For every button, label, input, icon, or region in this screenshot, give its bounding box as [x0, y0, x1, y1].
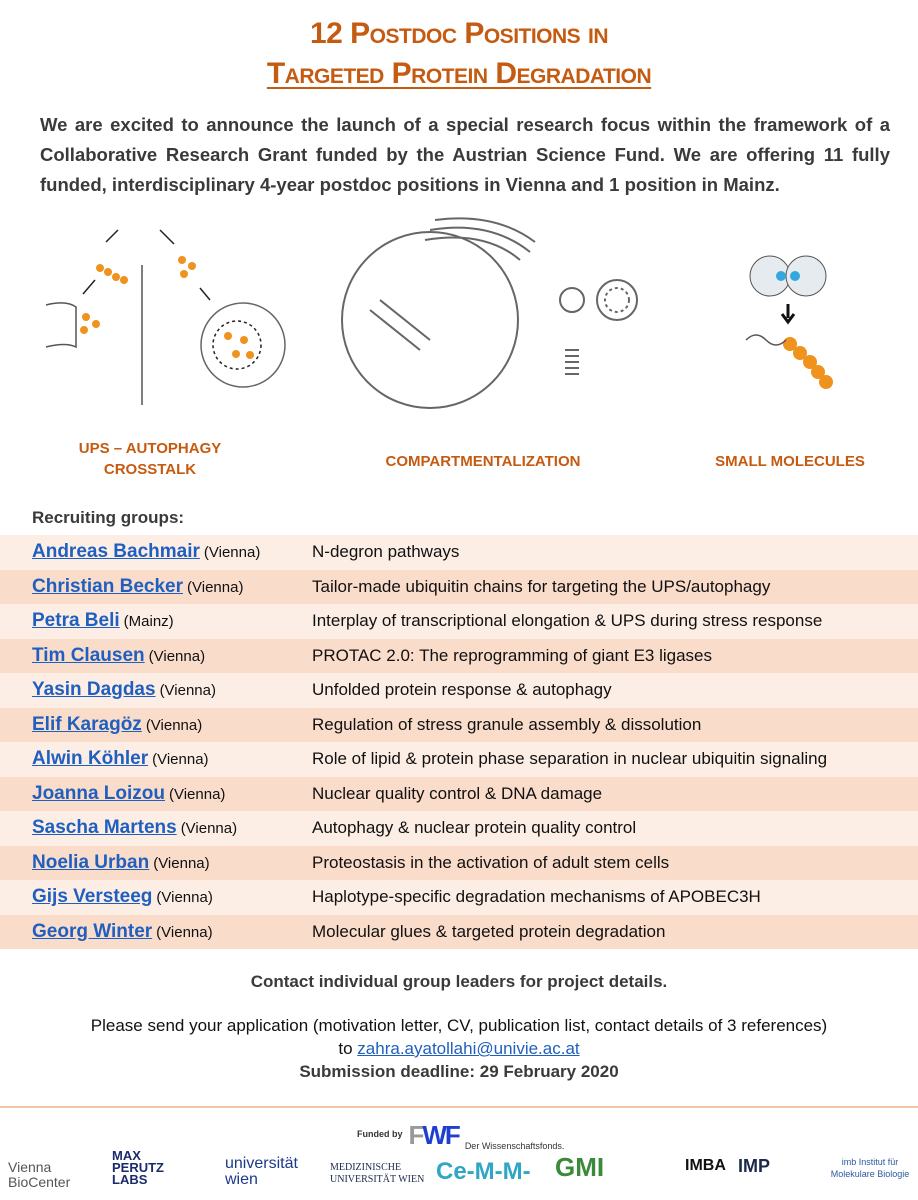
table-row — [0, 570, 918, 605]
group-leader-cell — [0, 783, 312, 805]
contact-note: Contact individual group leaders for project details. — [250, 972, 668, 991]
caption-small-molecules: SMALL MOLECULES — [715, 453, 865, 470]
logo-max-perutz-labs: MAX PERUTZ LABS — [112, 1148, 164, 1187]
ups-autophagy-illustration — [46, 230, 285, 405]
group-leader-cell — [0, 610, 312, 632]
group-location: (Vienna) — [152, 751, 209, 769]
groups-table — [0, 535, 918, 949]
group-leader-link[interactable]: Christian Becker — [32, 575, 184, 597]
title-line-1: 12 Postdoc Positions in — [309, 17, 609, 50]
group-leader-link[interactable]: Gijs Versteeg — [32, 886, 153, 908]
group-location: (Vienna) — [169, 785, 226, 803]
caption-ups-autophagy: UPS – AUTOPHAGY CROSSTALK — [78, 440, 222, 478]
funded-by-label: Funded by — [357, 1129, 403, 1139]
group-leader-link[interactable]: Sascha Martens — [32, 817, 177, 839]
table-row — [0, 535, 918, 570]
submission-deadline: Submission deadline: 29 February 2020 — [299, 1062, 619, 1081]
group-leader-link[interactable]: Georg Winter — [32, 920, 153, 942]
group-leader-link[interactable]: Andreas Bachmair — [32, 541, 200, 563]
group-leader-cell — [0, 817, 312, 839]
group-leader-link[interactable]: Noelia Urban — [32, 851, 150, 873]
divider — [0, 1106, 918, 1108]
table-row — [0, 846, 918, 881]
funded-by — [357, 1120, 564, 1151]
title-line-2: Targeted Protein Degradation — [266, 57, 652, 90]
compartmentalization-illustration — [342, 218, 637, 408]
group-location: (Mainz) — [123, 613, 174, 631]
group-topic: Regulation of stress granule assembly & dissolution — [312, 714, 702, 734]
orange-ubiquitin-dots — [80, 256, 254, 359]
group-topic: Unfolded protein response & autophagy — [312, 680, 612, 700]
group-leader-cell — [0, 679, 312, 701]
table-row — [0, 604, 918, 639]
apply-text: Please send your application (motivation letter, CV, publication list, contact details of 3 references) — [90, 1016, 828, 1035]
group-leader-cell — [0, 645, 312, 667]
group-location: (Vienna) — [153, 854, 210, 872]
logo-gmi: GMI — [555, 1152, 605, 1182]
intro-text: We are excited to announce the launch of a special research focus within the framework of a Collaborative Research Grant funded by the Austrian Science Fund. We are offering 11 fully funded, interdisciplinary 4-year postdoc positions in Vienna and 1 position in Mainz. — [40, 114, 890, 195]
recruiting-groups-label: Recruiting groups: — [32, 508, 185, 527]
logo-cemm: Ce-M-M- — [436, 1158, 531, 1185]
fwf-logo: FWF — [408, 1120, 459, 1150]
group-leader-link[interactable]: Petra Beli — [32, 610, 120, 632]
group-leader-cell — [0, 886, 312, 908]
group-location: (Vienna) — [159, 682, 216, 700]
group-leader-cell — [0, 748, 312, 770]
logo-universitat-wien: universität wien — [225, 1155, 298, 1188]
table-row — [0, 915, 918, 950]
table-row — [0, 777, 918, 812]
group-topic: Nuclear quality control & DNA damage — [312, 783, 603, 803]
table-row — [0, 708, 918, 743]
logo-imb: imb Institut für Molekulare Biologie — [830, 1157, 910, 1179]
group-topic: Proteostasis in the activation of adult stem cells — [312, 852, 670, 872]
table-row — [0, 811, 918, 846]
group-leader-cell — [0, 714, 312, 736]
group-leader-cell — [0, 576, 312, 598]
group-topic: Tailor-made ubiquitin chains for targeting the UPS/autophagy — [312, 576, 771, 596]
logo-meduni-wien: MEDIZINISCHE UNIVERSITÄT WIEN — [330, 1162, 425, 1185]
group-location: (Vienna) — [187, 578, 244, 596]
caption-compartmentalization: COMPARTMENTALIZATION — [385, 453, 581, 470]
group-topic: N-degron pathways — [312, 542, 460, 562]
group-leader-cell — [0, 921, 312, 943]
logo-imp: IMP — [738, 1156, 771, 1176]
group-leader-link[interactable]: Elif Karagöz — [32, 713, 142, 735]
group-location: (Vienna) — [156, 923, 213, 941]
group-leader-link[interactable]: Alwin Köhler — [32, 748, 149, 770]
page-title — [0, 14, 918, 94]
group-location: (Vienna) — [145, 716, 203, 734]
group-leader-link[interactable]: Joanna Loizou — [32, 782, 165, 804]
apply-to: to — [338, 1039, 353, 1058]
fwf-tagline: Der Wissenschaftsfonds. — [464, 1141, 565, 1151]
group-topic: Interplay of transcriptional elongation & UPS during stress response — [312, 611, 823, 631]
table-row — [0, 673, 918, 708]
table-row — [0, 742, 918, 777]
group-location: (Vienna) — [148, 647, 206, 665]
group-topic: Molecular glues & targeted protein degradation — [312, 921, 666, 941]
table-row — [0, 880, 918, 915]
application-instructions — [0, 1014, 918, 1083]
group-topic: PROTAC 2.0: The reprogramming of giant E3 ligases — [312, 645, 712, 665]
logo-vienna-biocenter: Vienna BioCenter — [8, 1159, 71, 1190]
group-topic: Haplotype-specific degradation mechanisms of APOBEC3H — [312, 887, 761, 907]
group-location: (Vienna) — [156, 889, 213, 907]
group-topic: Autophagy & nuclear protein quality control — [312, 818, 637, 838]
group-leader-cell — [0, 541, 312, 563]
table-row — [0, 639, 918, 674]
group-leader-cell — [0, 852, 312, 874]
group-topic: Role of lipid & protein phase separation in nuclear ubiquitin signaling — [312, 749, 828, 769]
group-leader-link[interactable]: Tim Clausen — [32, 644, 145, 666]
group-location: (Vienna) — [180, 820, 238, 838]
group-location: (Vienna) — [203, 544, 261, 562]
partner-logos — [0, 1148, 918, 1198]
email-link[interactable]: zahra.ayatollahi@univie.ac.at — [357, 1039, 580, 1058]
logo-imba: IMBA — [685, 1157, 726, 1174]
group-leader-link[interactable]: Yasin Dagdas — [32, 679, 156, 701]
small-molecules-illustration — [746, 256, 833, 389]
